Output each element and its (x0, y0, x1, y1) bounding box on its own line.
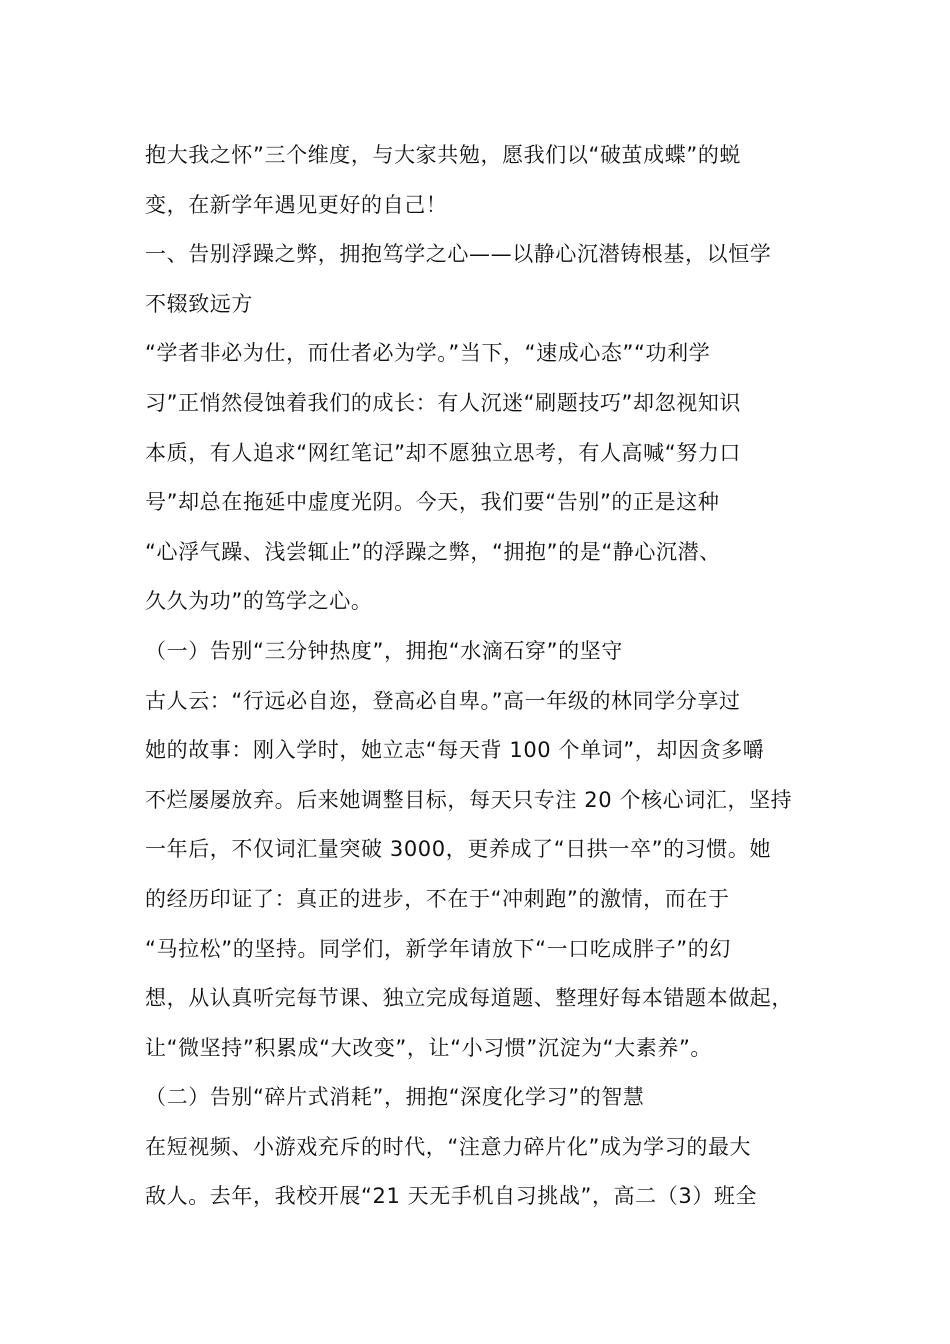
text-line: “心浮气躁、浅尝辄止”的浮躁之弊，“拥抱”的是“静心沉潜、 (145, 539, 721, 564)
text-line: 号”却总在拖延中虚度光阴。今天，我们要“告别”的正是这种 (145, 490, 720, 515)
text-line: 敌人。去年，我校开展“21 天无手机自习挑战”，高二（3）班全 (145, 1184, 758, 1209)
text-line: 抱大我之怀”三个维度，与大家共勉，愿我们以“破茧成蝶”的蜕 (145, 143, 742, 167)
text-line: 变，在新学年遇见更好的自己！ (145, 192, 448, 217)
text-line: 让“微坚持”积累成“大改变”，让“小习惯”沉淀为“大素养”。 (145, 1035, 713, 1060)
text-line: 想，从认真听完每节课、独立完成每道题、整理好每本错题本做起， (145, 986, 793, 1011)
text-line: 一年后，不仅词汇量突破 3000，更养成了“日拱一卒”的习惯。她 (145, 837, 772, 862)
text-line: “学者非必为仕，而仕者必为学。”当下，“速成心态”“功利学 (145, 341, 711, 366)
document-body (145, 131, 825, 1222)
text-line: 久久为功”的笃学之心。 (145, 589, 373, 614)
text-line: 本质，有人追求“网红笔记”却不愿独立思考，有人高喊“努力口 (145, 440, 742, 465)
text-line: “马拉松”的坚持。同学们，新学年请放下“一口吃成胖子”的幻 (145, 936, 731, 961)
text-line: 的经历印证了：真正的进步，不在于“冲刺跑”的激情，而在于 (145, 886, 730, 911)
section-heading: 一、告别浮躁之弊，拥抱笃学之心——以静心沉潜铸根基，以恒学 (145, 242, 772, 267)
text-line: 不烂屡屡放弃。后来她调整目标，每天只专注 20 个核心词汇，坚持 (145, 787, 793, 812)
section-heading: 不辍致远方 (145, 291, 253, 316)
text-line: 她的故事：刚入学时，她立志“每天背 100 个单词”，却因贪多嚼 (145, 738, 765, 763)
subsection-heading: （一）告别“三分钟热度”，拥抱“水滴石穿”的坚守 (145, 638, 623, 663)
text-line: 在短视频、小游戏充斥的时代，“注意力碎片化”成为学习的最大 (145, 1134, 752, 1159)
text-line: 古人云：“行远必自迩，登高必自卑。”高一年级的林同学分享过 (145, 688, 741, 713)
text-line: 习”正悄然侵蚀着我们的成长：有人沉迷“刷题技巧”却忽视知识 (145, 390, 742, 415)
subsection-heading: （二）告别“碎片式消耗”，拥抱“深度化学习”的智慧 (145, 1085, 645, 1110)
